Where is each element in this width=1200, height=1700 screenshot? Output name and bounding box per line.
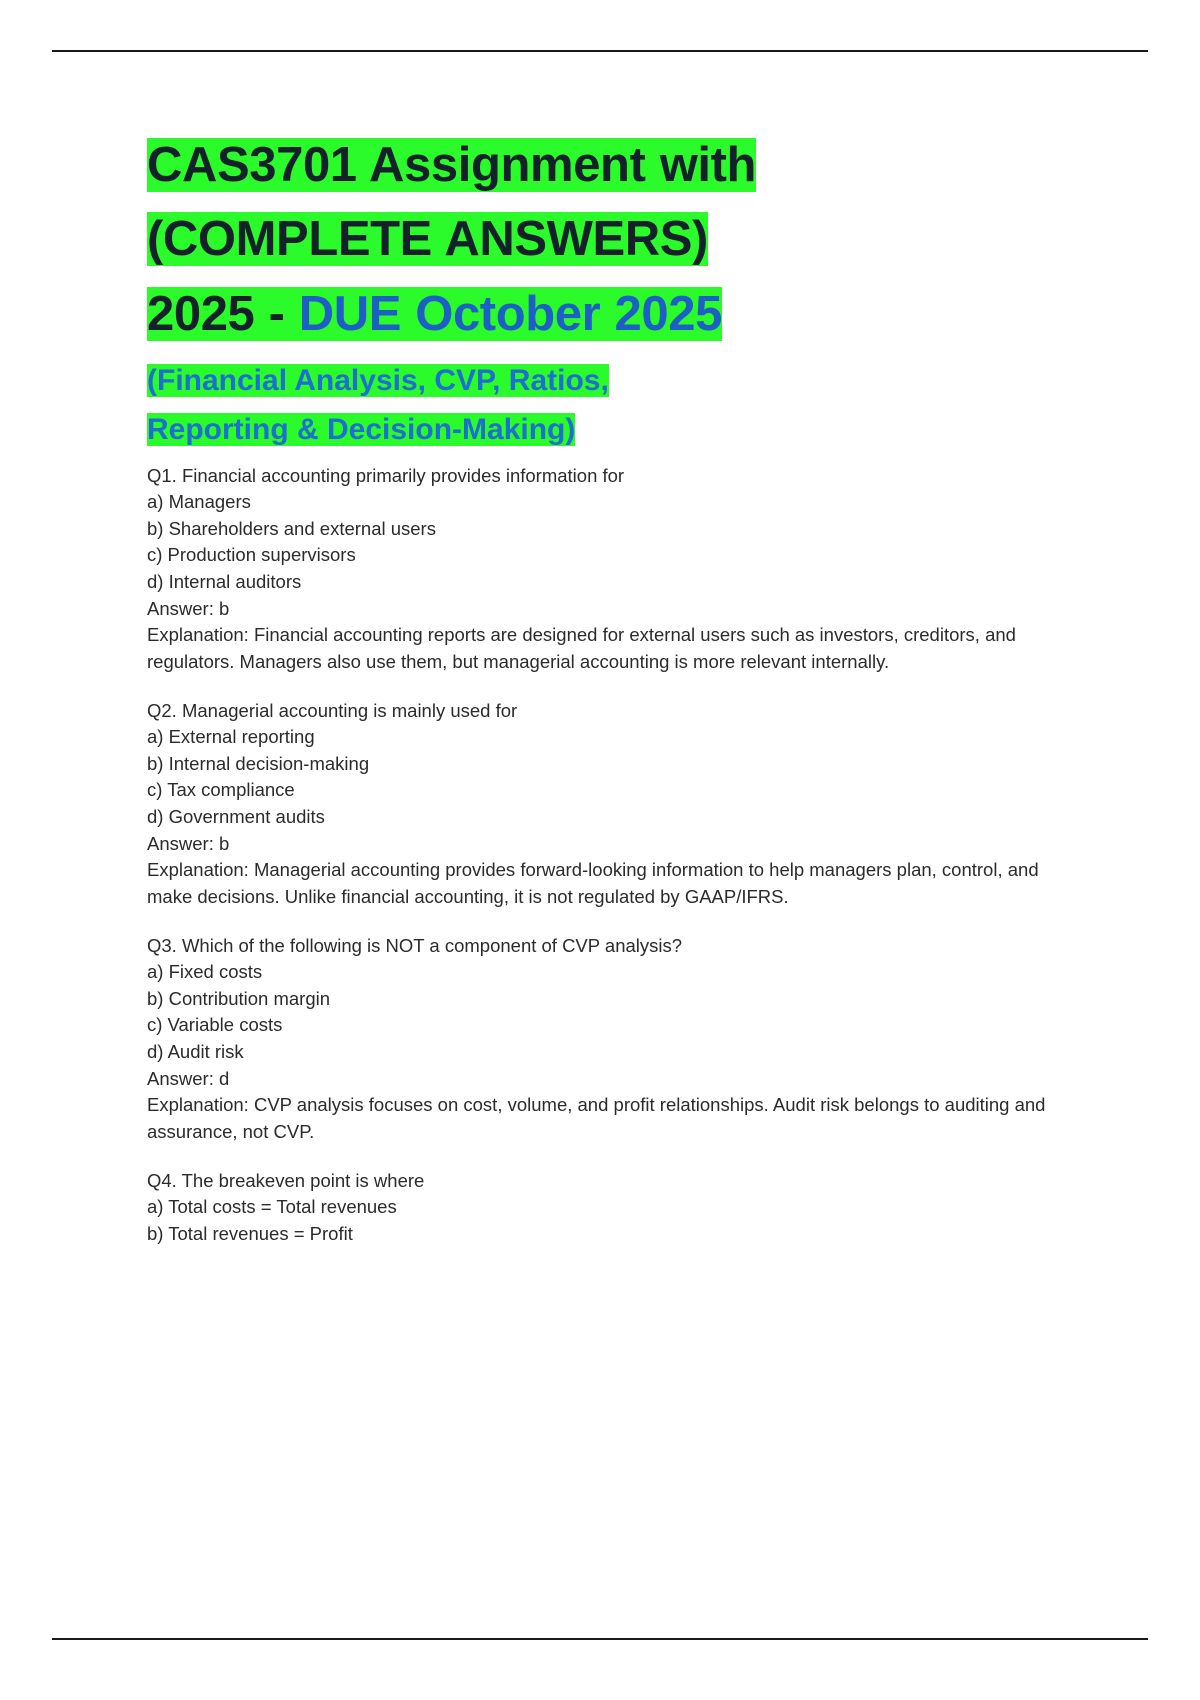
question-option: a) Total costs = Total revenues [147, 1196, 397, 1218]
question-explanation: Explanation: Financial accounting reports are designed for external users such as investors, creditors, and regulators. Managers also use them, but managerial accounting is more relevant internally. [147, 624, 1016, 672]
question-option: c) Production supervisors [147, 544, 356, 566]
document-content [147, 128, 1067, 1247]
question-block [147, 933, 1067, 1146]
subtitle-line-1: (Financial Analysis, CVP, Ratios, [147, 364, 609, 398]
title-line-1: CAS3701 Assignment with [147, 138, 757, 192]
question-option: a) Fixed costs [147, 961, 263, 983]
question-option: c) Tax compliance [147, 779, 295, 801]
page-subtitle [147, 357, 1067, 454]
question-option: b) Internal decision-making [147, 752, 370, 774]
question-list [147, 463, 1067, 1248]
question-option: d) Audit risk [147, 1041, 244, 1063]
question-option: a) External reporting [147, 726, 315, 748]
question-prompt: Q1. Financial accounting primarily provides information for [147, 464, 625, 486]
question-answer: Answer: b [147, 832, 230, 854]
page-top-rule [52, 50, 1148, 52]
title-line-4: DUE October 2025 [298, 286, 722, 341]
question-option: b) Shareholders and external users [147, 517, 436, 539]
question-prompt: Q2. Managerial accounting is mainly used for [147, 699, 518, 721]
question-option: b) Contribution margin [147, 987, 331, 1009]
question-prompt: Q3. Which of the following is NOT a component of CVP analysis? [147, 934, 683, 956]
block-spacer [147, 1146, 1067, 1168]
question-option: b) Total revenues = Profit [147, 1222, 353, 1244]
question-option: c) Variable costs [147, 1014, 283, 1036]
question-block [147, 463, 1067, 676]
question-answer: Answer: b [147, 597, 230, 619]
question-explanation: Explanation: CVP analysis focuses on cost, volume, and profit relationships. Audit risk belongs to auditing and assurance, not CVP. [147, 1094, 1046, 1142]
title-line-2: (COMPLETE ANSWERS) [147, 212, 708, 267]
block-spacer [147, 911, 1067, 933]
question-block [147, 1168, 1067, 1248]
page-bottom-rule [52, 1638, 1148, 1640]
question-prompt: Q4. The breakeven point is where [147, 1169, 425, 1191]
question-option: d) Internal auditors [147, 571, 302, 593]
page-title [147, 128, 1067, 351]
question-block [147, 698, 1067, 911]
block-spacer [147, 676, 1067, 698]
title-line-3: 2025 - [147, 286, 299, 341]
question-answer: Answer: d [147, 1067, 230, 1089]
question-option: a) Managers [147, 491, 251, 513]
subtitle-line-2: Reporting & Decision-Making) [147, 413, 576, 446]
question-option: d) Government audits [147, 806, 325, 828]
question-explanation: Explanation: Managerial accounting provides forward-looking information to help managers plan, control, and make decisions. Unlike financial accounting, it is not regulated by GAAP/IFRS. [147, 859, 1039, 907]
